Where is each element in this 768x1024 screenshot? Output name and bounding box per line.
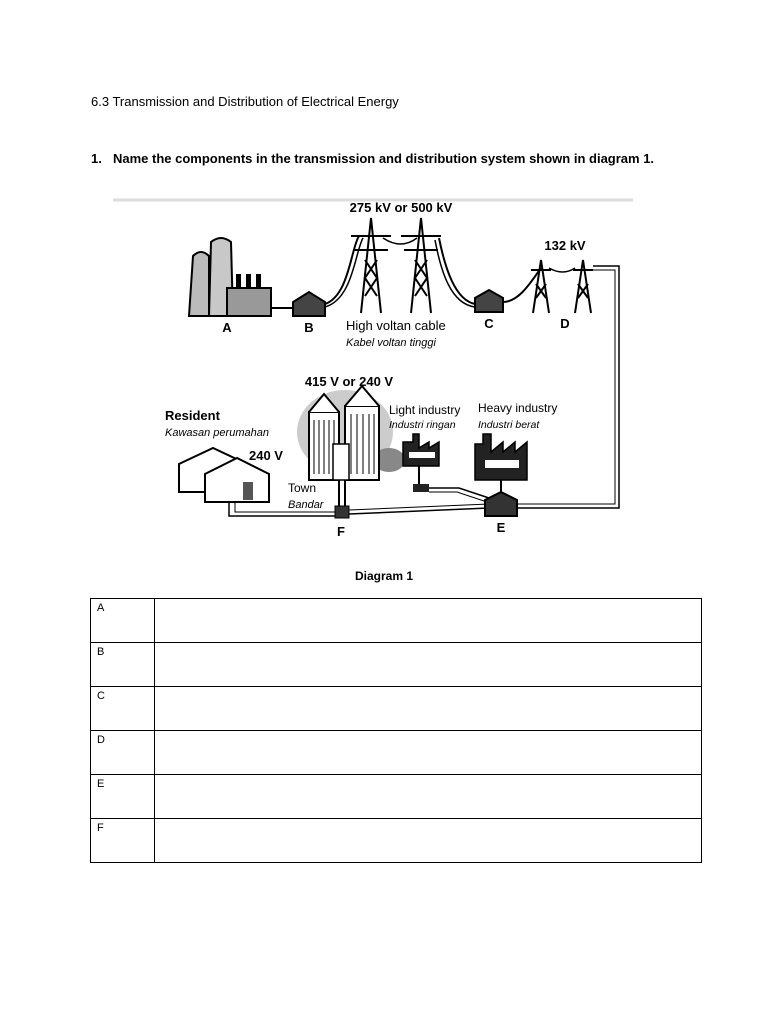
answer-cell[interactable] bbox=[155, 775, 702, 819]
transmission-diagram bbox=[113, 198, 633, 548]
answer-cell[interactable] bbox=[155, 731, 702, 775]
town-label-malay: Bandar bbox=[288, 499, 324, 511]
resident-label: Resident bbox=[165, 408, 220, 423]
table-row bbox=[91, 775, 702, 819]
table-row bbox=[91, 819, 702, 863]
section-heading: 6.3 Transmission and Distribution of Electrical Energy bbox=[91, 94, 399, 109]
high-voltage-pylon-icon bbox=[401, 218, 441, 313]
letter-f: F bbox=[337, 524, 345, 539]
answer-cell[interactable] bbox=[155, 643, 702, 687]
letter-b: B bbox=[304, 320, 314, 335]
answer-cell[interactable] bbox=[155, 687, 702, 731]
voltage-grid-label: 132 kV bbox=[544, 238, 586, 253]
row-label: B bbox=[91, 643, 155, 687]
step-up-transformer-icon bbox=[293, 292, 325, 316]
heavy-industry-label-malay: Industri berat bbox=[478, 419, 540, 431]
heavy-industry-icon bbox=[475, 434, 527, 480]
letter-e: E bbox=[496, 520, 506, 535]
town-label: Town bbox=[288, 481, 317, 495]
table-row bbox=[91, 643, 702, 687]
voltage-distribution-label: 415 V or 240 V bbox=[304, 374, 394, 389]
town-buildings-icon bbox=[297, 386, 405, 480]
answer-table bbox=[90, 598, 702, 863]
row-label: C bbox=[91, 687, 155, 731]
answer-cell[interactable] bbox=[155, 599, 702, 643]
row-label: A bbox=[91, 599, 155, 643]
row-label: D bbox=[91, 731, 155, 775]
diagram-caption: Diagram 1 bbox=[354, 569, 414, 583]
answer-cell[interactable] bbox=[155, 819, 702, 863]
table-row bbox=[91, 731, 702, 775]
step-down-transformer-icon bbox=[475, 290, 503, 312]
heavy-substation-icon bbox=[485, 492, 517, 516]
row-label: F bbox=[91, 819, 155, 863]
table-row bbox=[91, 687, 702, 731]
question-number: 1. bbox=[91, 151, 102, 166]
distribution-substation-icon bbox=[335, 506, 349, 518]
question-text: Name the components in the transmission and distribution system shown in diagram 1. bbox=[113, 151, 655, 166]
letter-a: A bbox=[222, 320, 232, 335]
grid-pylon-icon bbox=[573, 260, 593, 313]
light-industry-label: Light industry bbox=[389, 403, 461, 417]
grid-pylon-icon bbox=[531, 260, 551, 313]
light-industry-label-malay: Industri ringan bbox=[389, 419, 456, 431]
question-1 bbox=[91, 151, 654, 166]
high-voltage-pylon-icon bbox=[351, 218, 391, 313]
power-station-icon bbox=[189, 238, 271, 316]
row-label: E bbox=[91, 775, 155, 819]
letter-c: C bbox=[484, 316, 494, 331]
table-row bbox=[91, 599, 702, 643]
light-industry-icon bbox=[403, 434, 439, 466]
voltage-transmission-label: 275 kV or 500 kV bbox=[349, 200, 453, 215]
resident-label-malay: Kawasan perumahan bbox=[165, 427, 269, 439]
cable-label-malay: Kabel voltan tinggi bbox=[346, 337, 436, 349]
letter-d: D bbox=[560, 316, 570, 331]
heavy-industry-label: Heavy industry bbox=[478, 401, 558, 415]
cable-label: High voltan cable bbox=[346, 318, 446, 333]
voltage-home-label: 240 V bbox=[249, 448, 283, 463]
